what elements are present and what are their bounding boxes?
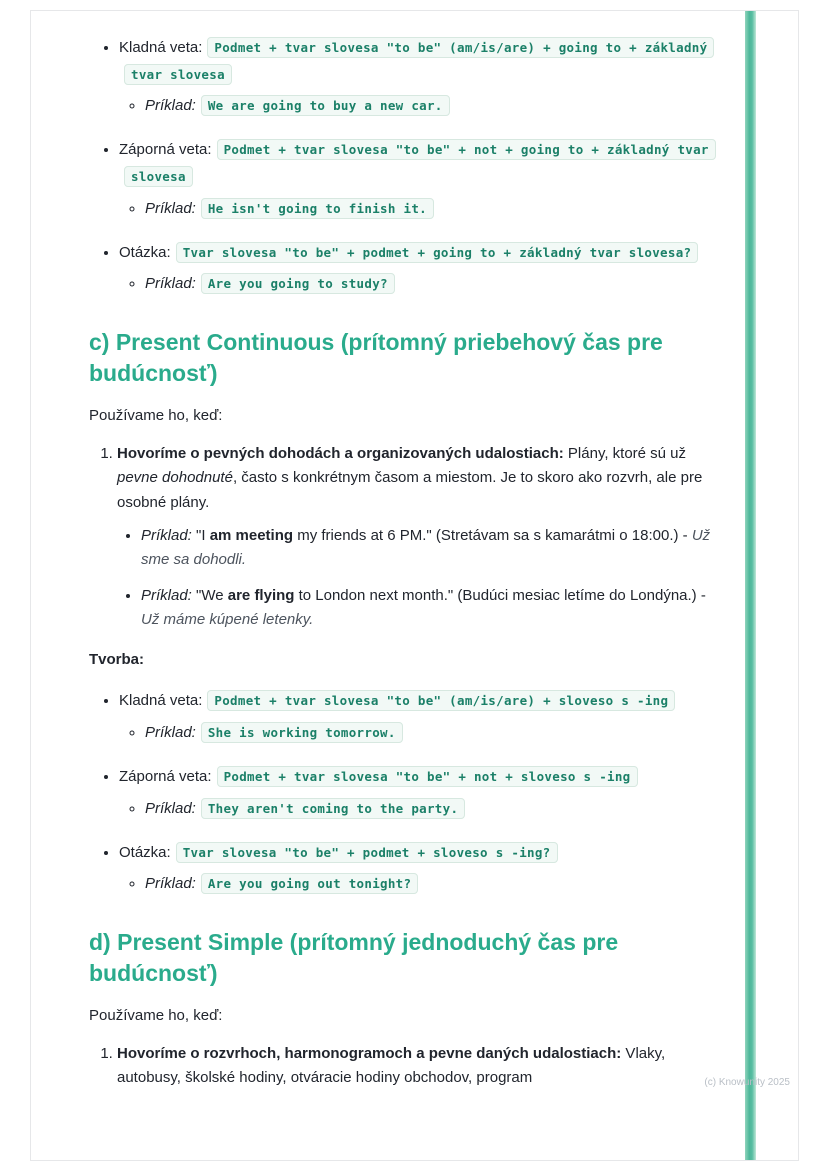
- italic-run: Už sme sa dohodli.: [141, 527, 711, 569]
- formula-item: [119, 764, 718, 824]
- section-c-intro: Používame ho, keď:: [89, 407, 223, 425]
- formula-item: [119, 240, 718, 300]
- example-list: [119, 91, 718, 121]
- example-label: Príklad:: [145, 723, 196, 741]
- usage-list-c: [89, 442, 718, 632]
- example-item: [145, 869, 718, 899]
- example-code: We are going to buy a new car.: [201, 95, 450, 116]
- example-item: [145, 269, 718, 299]
- formula-code: Podmet + tvar slovesa "to be" (am/is/are) + sloveso s -ing: [207, 690, 675, 711]
- section-d-heading: d) Present Simple (prítomný jednoduchý čas pre budúcnosť): [89, 929, 619, 986]
- bold-run: am meeting: [209, 527, 294, 545]
- example-list: [119, 794, 718, 824]
- example-label: Príklad:: [141, 527, 192, 545]
- example-code: They aren't coming to the party.: [201, 798, 465, 819]
- formula-label: Otázka:: [119, 843, 171, 861]
- example-code: Are you going to study?: [201, 273, 395, 294]
- example-item: [141, 584, 718, 633]
- example-item: [145, 794, 718, 824]
- example-item: [145, 91, 718, 121]
- usage-list-d: [89, 1042, 718, 1091]
- example-list: [119, 269, 718, 299]
- example-label: Príklad:: [145, 275, 196, 293]
- example-label: Príklad:: [145, 97, 196, 115]
- formula-code: Tvar slovesa "to be" + podmet + going to + základný tvar slovesa?: [176, 242, 699, 263]
- bold-run: Tvorba:: [89, 651, 145, 669]
- example-item: [141, 524, 718, 573]
- formula-code: Podmet + tvar slovesa "to be" + not + sloveso s -ing: [217, 766, 638, 787]
- text-run: , často s konkrétnym časom a miestom. Je to skoro ako rozvrh, ale pre osobné plány.: [117, 469, 703, 511]
- usage-item: [117, 1042, 718, 1091]
- text-run: my friends at 6 PM." (Stretávam sa s kamarátmi o 18:00.) -: [293, 527, 692, 545]
- formula-item: [119, 840, 718, 900]
- text-run: "We: [191, 586, 228, 604]
- formula-label: Kladná veta:: [119, 39, 203, 56]
- formula-code: Podmet + tvar slovesa "to be" (am/is/are) + going to + základný tvar slovesa: [124, 37, 714, 85]
- formula-label: Kladná veta:: [119, 692, 203, 710]
- formula-item: [119, 688, 718, 748]
- formula-label: Otázka:: [119, 243, 171, 261]
- copyright-watermark: (c) Knowunity 2025: [704, 1077, 790, 1088]
- text-run: "I: [191, 527, 210, 545]
- example-list: [119, 869, 718, 899]
- example-code: He isn't going to finish it.: [201, 198, 434, 219]
- example-item: [145, 718, 718, 748]
- formula-item: [119, 35, 718, 121]
- formula-list-continuous: [89, 688, 718, 899]
- usage-text: [117, 1045, 665, 1086]
- formula-item: [119, 137, 718, 223]
- bold-run: Hovoríme o rozvrhoch, harmonogramoch a pevne daných udalostiach:: [117, 1045, 622, 1063]
- example-code: Are you going out tonight?: [201, 873, 418, 894]
- document-page: [30, 10, 799, 1161]
- formula-code: Tvar slovesa "to be" + podmet + sloveso s -ing?: [176, 842, 558, 863]
- usage-text: [117, 445, 702, 511]
- formula-label: Záporná veta:: [119, 141, 212, 159]
- example-label: Príklad:: [145, 799, 196, 817]
- page-content: [31, 11, 798, 1127]
- usage-item: [117, 442, 718, 632]
- example-list: [119, 718, 718, 748]
- italic-run: pevne dohodnuté: [117, 469, 233, 487]
- bold-run: are flying: [227, 586, 295, 604]
- text-run: Plány, ktoré sú už: [563, 445, 687, 463]
- example-code: She is working tomorrow.: [201, 722, 403, 743]
- example-label: Príklad:: [141, 586, 192, 604]
- bold-run: Hovoríme o pevných dohodách a organizovaných udalostiach:: [117, 445, 564, 463]
- formula-code: Podmet + tvar slovesa "to be" + not + going to + základný tvar slovesa: [124, 139, 716, 187]
- italic-run: Už máme kúpené letenky.: [141, 610, 314, 628]
- formula-list-going-to: [89, 35, 718, 299]
- formula-label: Záporná veta:: [119, 767, 212, 785]
- text-run: to London next month." (Budúci mesiac letíme do Londýna.) -: [294, 586, 706, 604]
- example-list: [117, 524, 718, 632]
- tvorba-label: [89, 648, 718, 672]
- example-item: [145, 194, 718, 224]
- section-d-intro: Používame ho, keď:: [89, 1007, 223, 1025]
- example-label: Príklad:: [145, 199, 196, 217]
- text-run: Vlaky, autobusy, školské hodiny, otváracie hodiny obchodov, program: [117, 1045, 666, 1087]
- example-label: Príklad:: [145, 875, 196, 893]
- section-c-heading: c) Present Continuous (prítomný priebehový čas pre budúcnosť): [89, 329, 663, 386]
- example-list: [119, 194, 718, 224]
